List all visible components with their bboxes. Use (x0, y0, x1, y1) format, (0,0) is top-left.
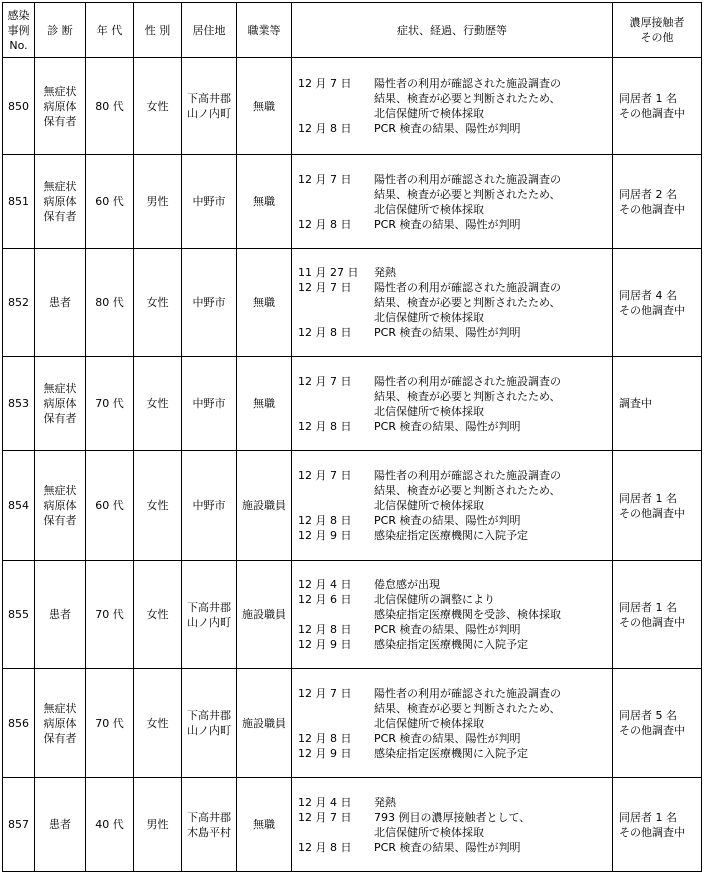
event-description (374, 172, 612, 217)
course-events (298, 265, 612, 340)
course-event (298, 280, 612, 325)
occupation: 施設職員 (237, 451, 292, 561)
residence: 中野市 (182, 249, 237, 357)
course-event (298, 419, 612, 434)
course-events (298, 374, 612, 434)
event-description (374, 280, 612, 325)
course-cell (292, 451, 613, 561)
event-line: 発熱 (374, 795, 396, 809)
header-residence: 居住地 (182, 3, 237, 58)
event-line: 陽性者の利用が確認された施設調査の (374, 374, 561, 388)
event-line: 結果、検査が必要と判断されたため、 (374, 296, 561, 309)
event-line: 陽性者の利用が確認された施設調査の (374, 77, 561, 90)
contacts: 同居者 1 名 その他調査中 (613, 451, 702, 561)
sex: 女性 (134, 561, 182, 669)
course-cell (292, 669, 613, 778)
diagnosis: 患者 (35, 778, 86, 872)
course-cell (292, 357, 613, 451)
course-events (298, 172, 612, 232)
event-description (374, 121, 612, 136)
table-row (3, 561, 702, 669)
event-date: 12 月 8 日 (298, 514, 352, 527)
table-row (3, 778, 702, 872)
event-line: 感染症指定医療機関に入院予定 (374, 529, 528, 542)
event-description (374, 795, 612, 810)
course-cell (292, 249, 613, 357)
age-group: 70 代 (86, 669, 134, 778)
event-date: 11 月 27 日 (298, 266, 359, 279)
course-event (298, 840, 612, 855)
event-line: 結果、検査が必要と判断されたため、 (374, 701, 561, 715)
course-event (298, 513, 612, 528)
event-description (374, 528, 612, 543)
course-event (298, 528, 612, 543)
course-event (298, 217, 612, 232)
case-table (2, 2, 702, 872)
event-date: 12 月 7 日 (298, 281, 352, 294)
event-line: 陽性者の利用が確認された施設調査の (374, 686, 561, 700)
course-events (298, 686, 612, 761)
case-number: 851 (3, 155, 35, 249)
course-event (298, 731, 612, 746)
event-date: 12 月 7 日 (298, 374, 352, 388)
course-event (298, 468, 612, 513)
contacts: 同居者 4 名 その他調査中 (613, 249, 702, 357)
age-group: 60 代 (86, 451, 134, 561)
table-body (3, 58, 702, 872)
age-group: 80 代 (86, 249, 134, 357)
event-date: 12 月 8 日 (298, 731, 352, 745)
case-number: 850 (3, 58, 35, 155)
event-line: 北信保健所の調整により (374, 593, 495, 606)
table-row (3, 669, 702, 778)
event-date: 12 月 9 日 (298, 746, 352, 760)
course-cell (292, 155, 613, 249)
header-row (3, 3, 702, 58)
course-event (298, 76, 612, 121)
event-line: 北信保健所で検体採取 (374, 825, 484, 839)
course-event (298, 374, 612, 419)
event-line: 結果、検査が必要と判断されたため、 (374, 484, 561, 497)
sex: 女性 (134, 669, 182, 778)
table-row (3, 58, 702, 155)
event-description (374, 686, 612, 731)
course-event (298, 325, 612, 340)
course-cell (292, 58, 613, 155)
occupation: 施設職員 (237, 669, 292, 778)
event-line: 倦怠感が出現 (374, 578, 440, 591)
diagnosis: 無症状 病原体 保有者 (35, 451, 86, 561)
header-case-no: 感染 事例 No. (3, 3, 35, 58)
case-number: 854 (3, 451, 35, 561)
course-cell (292, 778, 613, 872)
header-diagnosis: 診 断 (35, 3, 86, 58)
event-line: 発熱 (374, 266, 396, 279)
header-course: 症状、経過、行動歴等 (292, 3, 613, 58)
event-description (374, 592, 612, 622)
header-contacts: 濃厚接触者 その他 (613, 3, 702, 58)
event-date: 12 月 7 日 (298, 469, 352, 482)
event-line: PCR 検査の結果、陽性が判明 (374, 326, 521, 339)
course-event (298, 810, 612, 840)
header-occupation: 職業等 (237, 3, 292, 58)
event-line: 感染症指定医療機関を受診、検体採取 (374, 608, 561, 621)
diagnosis: 無症状 病原体 保有者 (35, 58, 86, 155)
event-line: 感染症指定医療機関に入院予定 (374, 746, 528, 760)
sex: 女性 (134, 58, 182, 155)
occupation: 施設職員 (237, 561, 292, 669)
event-line: PCR 検査の結果、陽性が判明 (374, 840, 521, 854)
event-line: 北信保健所で検体採取 (374, 107, 484, 120)
event-description (374, 513, 612, 528)
table-row (3, 155, 702, 249)
contacts: 調査中 (613, 357, 702, 451)
event-description (374, 325, 612, 340)
course-events (298, 468, 612, 543)
residence: 中野市 (182, 155, 237, 249)
event-description (374, 419, 612, 434)
course-event (298, 592, 612, 622)
course-event (298, 265, 612, 280)
course-event (298, 121, 612, 136)
course-event (298, 746, 612, 761)
event-line: PCR 検査の結果、陽性が判明 (374, 731, 521, 745)
event-line: 結果、検査が必要と判断されたため、 (374, 92, 561, 105)
event-description (374, 76, 612, 121)
event-date: 12 月 8 日 (298, 840, 352, 854)
contacts: 同居者 1 名 その他調査中 (613, 778, 702, 872)
case-number: 852 (3, 249, 35, 357)
event-date: 12 月 8 日 (298, 326, 352, 339)
sex: 女性 (134, 357, 182, 451)
occupation: 無職 (237, 155, 292, 249)
case-number: 857 (3, 778, 35, 872)
occupation: 無職 (237, 357, 292, 451)
occupation: 無職 (237, 249, 292, 357)
event-line: 北信保健所で検体採取 (374, 311, 484, 324)
event-description (374, 577, 612, 592)
event-line: PCR 検査の結果、陽性が判明 (374, 419, 521, 433)
event-line: 陽性者の利用が確認された施設調査の (374, 469, 561, 482)
case-number: 853 (3, 357, 35, 451)
course-event (298, 622, 612, 637)
event-line: 陽性者の利用が確認された施設調査の (374, 281, 561, 294)
event-line: 北信保健所で検体採取 (374, 716, 484, 730)
event-line: 結果、検査が必要と判断されたため、 (374, 389, 561, 403)
event-date: 12 月 7 日 (298, 810, 352, 824)
event-line: 結果、検査が必要と判断されたため、 (374, 187, 561, 201)
contacts: 同居者 5 名 その他調査中 (613, 669, 702, 778)
case-number: 855 (3, 561, 35, 669)
age-group: 70 代 (86, 357, 134, 451)
residence: 中野市 (182, 357, 237, 451)
contacts: 同居者 1 名 その他調査中 (613, 58, 702, 155)
course-event (298, 686, 612, 731)
event-line: 感染症指定医療機関に入院予定 (374, 638, 528, 651)
course-event (298, 577, 612, 592)
course-events (298, 795, 612, 855)
table-row (3, 451, 702, 561)
occupation: 無職 (237, 778, 292, 872)
residence: 下高井郡 山ノ内町 (182, 58, 237, 155)
course-events (298, 577, 612, 652)
course-event (298, 172, 612, 217)
residence: 中野市 (182, 451, 237, 561)
case-number: 856 (3, 669, 35, 778)
sex: 女性 (134, 249, 182, 357)
course-event (298, 795, 612, 810)
event-line: 北信保健所で検体採取 (374, 202, 484, 216)
event-line: PCR 検査の結果、陽性が判明 (374, 122, 521, 135)
diagnosis: 患者 (35, 561, 86, 669)
age-group: 60 代 (86, 155, 134, 249)
event-line: 793 例目の濃厚接触者として、 (374, 810, 531, 824)
event-date: 12 月 8 日 (298, 623, 352, 636)
header-sex: 性 別 (134, 3, 182, 58)
event-date: 12 月 7 日 (298, 686, 352, 700)
header-age: 年 代 (86, 3, 134, 58)
event-date: 12 月 9 日 (298, 638, 352, 651)
event-description (374, 217, 612, 232)
event-date: 12 月 4 日 (298, 795, 352, 809)
age-group: 70 代 (86, 561, 134, 669)
event-line: 北信保健所で検体採取 (374, 499, 484, 512)
residence: 下高井郡 山ノ内町 (182, 561, 237, 669)
contacts: 同居者 2 名 その他調査中 (613, 155, 702, 249)
occupation: 無職 (237, 58, 292, 155)
course-cell (292, 561, 613, 669)
event-line: PCR 検査の結果、陽性が判明 (374, 623, 521, 636)
sex: 男性 (134, 778, 182, 872)
sex: 女性 (134, 451, 182, 561)
event-description (374, 810, 612, 840)
residence: 下高井郡 木島平村 (182, 778, 237, 872)
event-line: PCR 検査の結果、陽性が判明 (374, 217, 521, 231)
diagnosis: 患者 (35, 249, 86, 357)
event-date: 12 月 6 日 (298, 593, 352, 606)
table-row (3, 249, 702, 357)
event-description (374, 637, 612, 652)
diagnosis: 無症状 病原体 保有者 (35, 155, 86, 249)
event-date: 12 月 8 日 (298, 122, 352, 135)
event-description (374, 731, 612, 746)
event-description (374, 622, 612, 637)
event-date: 12 月 7 日 (298, 77, 352, 90)
diagnosis: 無症状 病原体 保有者 (35, 357, 86, 451)
course-events (298, 76, 612, 136)
event-description (374, 840, 612, 855)
event-description (374, 374, 612, 419)
event-date: 12 月 4 日 (298, 578, 352, 591)
event-date: 12 月 8 日 (298, 419, 352, 433)
diagnosis: 無症状 病原体 保有者 (35, 669, 86, 778)
event-description (374, 746, 612, 761)
event-date: 12 月 9 日 (298, 529, 352, 542)
age-group: 80 代 (86, 58, 134, 155)
event-date: 12 月 7 日 (298, 172, 352, 186)
event-line: 陽性者の利用が確認された施設調査の (374, 172, 561, 186)
sex: 男性 (134, 155, 182, 249)
event-line: 北信保健所で検体採取 (374, 404, 484, 418)
event-line: PCR 検査の結果、陽性が判明 (374, 514, 521, 527)
course-event (298, 637, 612, 652)
event-description (374, 265, 612, 280)
event-description (374, 468, 612, 513)
table-row (3, 357, 702, 451)
event-date: 12 月 8 日 (298, 217, 352, 231)
residence: 下高井郡 山ノ内町 (182, 669, 237, 778)
age-group: 40 代 (86, 778, 134, 872)
contacts: 同居者 1 名 その他調査中 (613, 561, 702, 669)
